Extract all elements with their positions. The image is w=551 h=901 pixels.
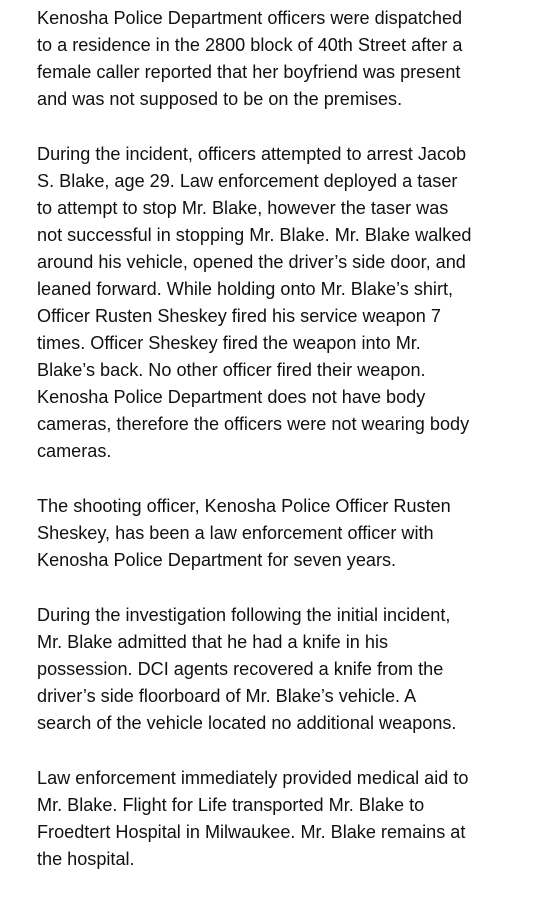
text-line: Sheskey, has been a law enforcement officer with [37,523,434,543]
text-line: Kenosha Police Department does not have body [37,387,426,407]
text-line: The shooting officer, Kenosha Police Officer Rusten [37,496,451,516]
text-line: Officer Rusten Sheskey fired his service weapon 7 [37,306,441,326]
text-line: to attempt to stop Mr. Blake, however the taser was [37,198,449,218]
text-line: Kenosha Police Department officers were dispatched [37,8,463,28]
text-line: female caller reported that her boyfriend was present [37,62,461,82]
text-line: the hospital. [37,849,135,869]
text-line: During the incident, officers attempted to arrest Jacob [37,144,467,164]
paragraph-shooting-officer [37,493,543,574]
text-line: around his vehicle, opened the driver’s side door, and [37,252,466,272]
text-line: Mr. Blake admitted that he had a knife in his [37,632,389,652]
text-line: Blake’s back. No other officer fired their weapon. [37,360,426,380]
text-line: and was not supposed to be on the premises. [37,89,403,109]
text-line: During the investigation following the initial incident, [37,605,451,625]
text-line: Froedtert Hospital in Milwaukee. Mr. Blake remains at [37,822,466,842]
text-line: Kenosha Police Department for seven years. [37,550,397,570]
text-line: cameras. [37,441,112,461]
text-line: not successful in stopping Mr. Blake. Mr. Blake walked [37,225,472,245]
text-line: driver’s side floorboard of Mr. Blake’s vehicle. A [37,686,417,706]
text-line: S. Blake, age 29. Law enforcement deployed a taser [37,171,458,191]
paragraph-incident [37,141,543,465]
paragraph-investigation [37,602,543,737]
paragraph-medical-aid [37,765,543,873]
text-line: to a residence in the 2800 block of 40th Street after a [37,35,463,55]
text-line: search of the vehicle located no additional weapons. [37,713,457,733]
text-line: cameras, therefore the officers were not wearing body [37,414,470,434]
text-line: Mr. Blake. Flight for Life transported Mr. Blake to [37,795,425,815]
text-line: Law enforcement immediately provided medical aid to [37,768,469,788]
text-line: times. Officer Sheskey fired the weapon into Mr. [37,333,421,353]
paragraph-dispatch [37,5,543,113]
text-line: leaned forward. While holding onto Mr. Blake’s shirt, [37,279,454,299]
document-body [37,5,543,901]
text-line: possession. DCI agents recovered a knife from the [37,659,444,679]
